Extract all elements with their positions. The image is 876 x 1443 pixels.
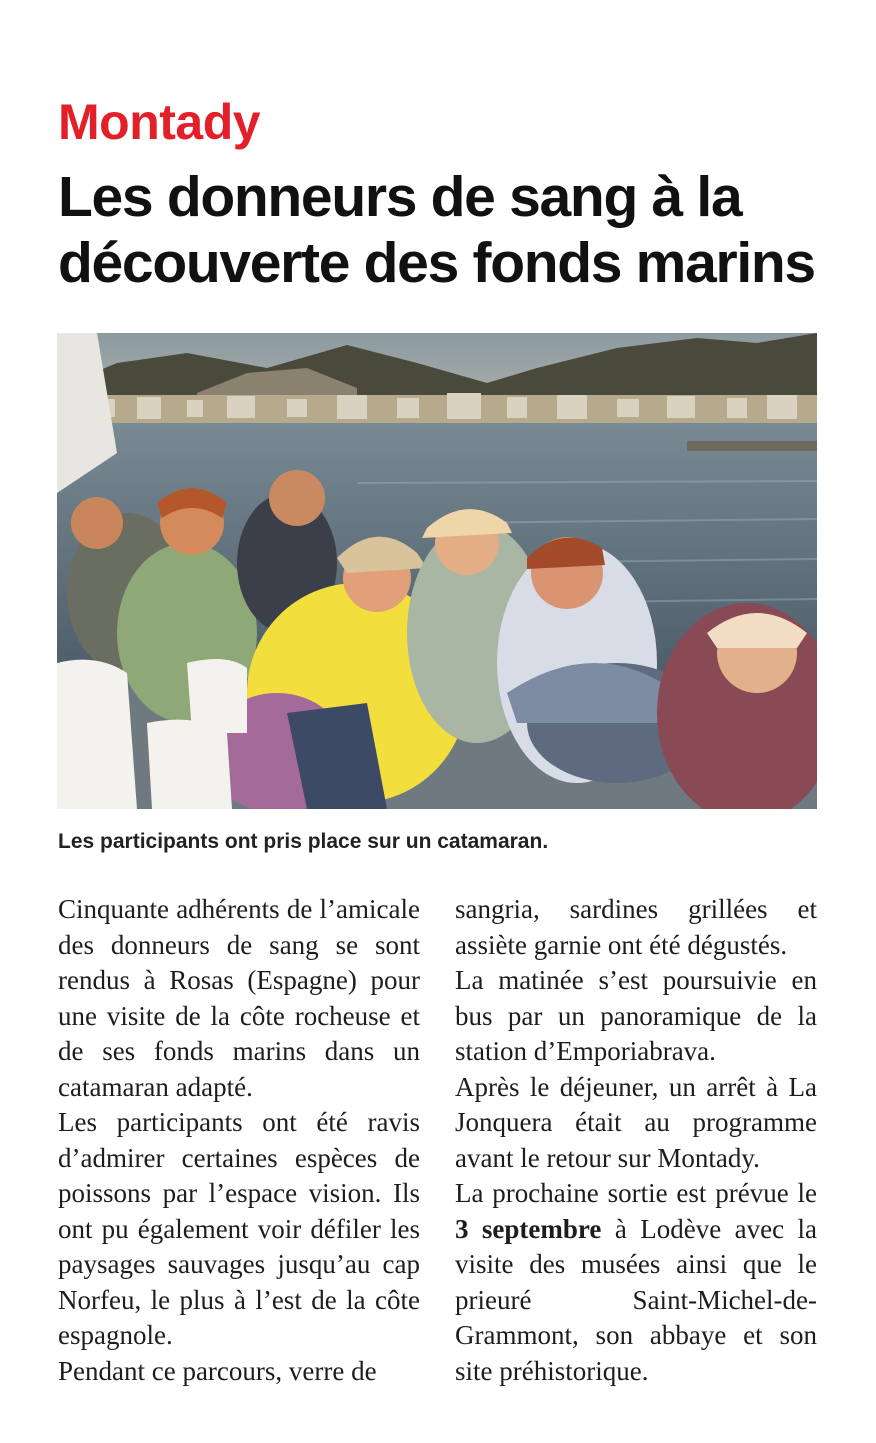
next-outing-intro: La prochaine sortie est prévue le <box>455 1178 817 1208</box>
body-paragraph: La matinée s’est poursuivie en bus par un panoramique de la station d’Emporiabrava. <box>455 965 817 1066</box>
body-paragraph: Cinquante adhérents de l’amicale des donneurs de sang se sont rendus à Rosas (Espagne) pour une visite de la côte rocheuse et de ses fonds marins dans un catamaran adapté. <box>58 894 420 1102</box>
body-paragraph: Les participants ont été ravis d’admirer certaines espèces de poissons par l’espace vision. Ils ont pu également voir défiler les paysages sauvages jusqu’au cap Norfeu, le plus à l’est de la côte espagnole. <box>58 1107 420 1350</box>
body-paragraph: Pendant ce parcours, verre de <box>58 1355 377 1386</box>
section-kicker: Montady <box>58 94 261 150</box>
body-paragraph: Après le déjeuner, un arrêt à La Jonquera était au programme avant le retour sur Montady. <box>455 1071 817 1173</box>
article-column-right <box>455 892 817 1389</box>
catamaran-photo-illustration <box>57 333 817 809</box>
article-column-left <box>58 892 420 1389</box>
next-outing-details: à Lodève avec la visite des musées ainsi que le prieuré Saint-Michel-de-Grammont, son abbaye et son site préhistorique. <box>455 1213 817 1386</box>
article-photo <box>57 333 817 809</box>
article-headline: Les donneurs de sang à la découverte des fonds marins <box>58 165 815 295</box>
body-paragraph <box>455 1176 817 1389</box>
photo-caption: Les participants ont pris place sur un catamaran. <box>58 830 549 853</box>
next-outing-date: 3 septembre <box>455 1213 602 1244</box>
body-paragraph: sangria, sardines grillées et assiète garnie ont été dégustés. <box>455 894 817 960</box>
